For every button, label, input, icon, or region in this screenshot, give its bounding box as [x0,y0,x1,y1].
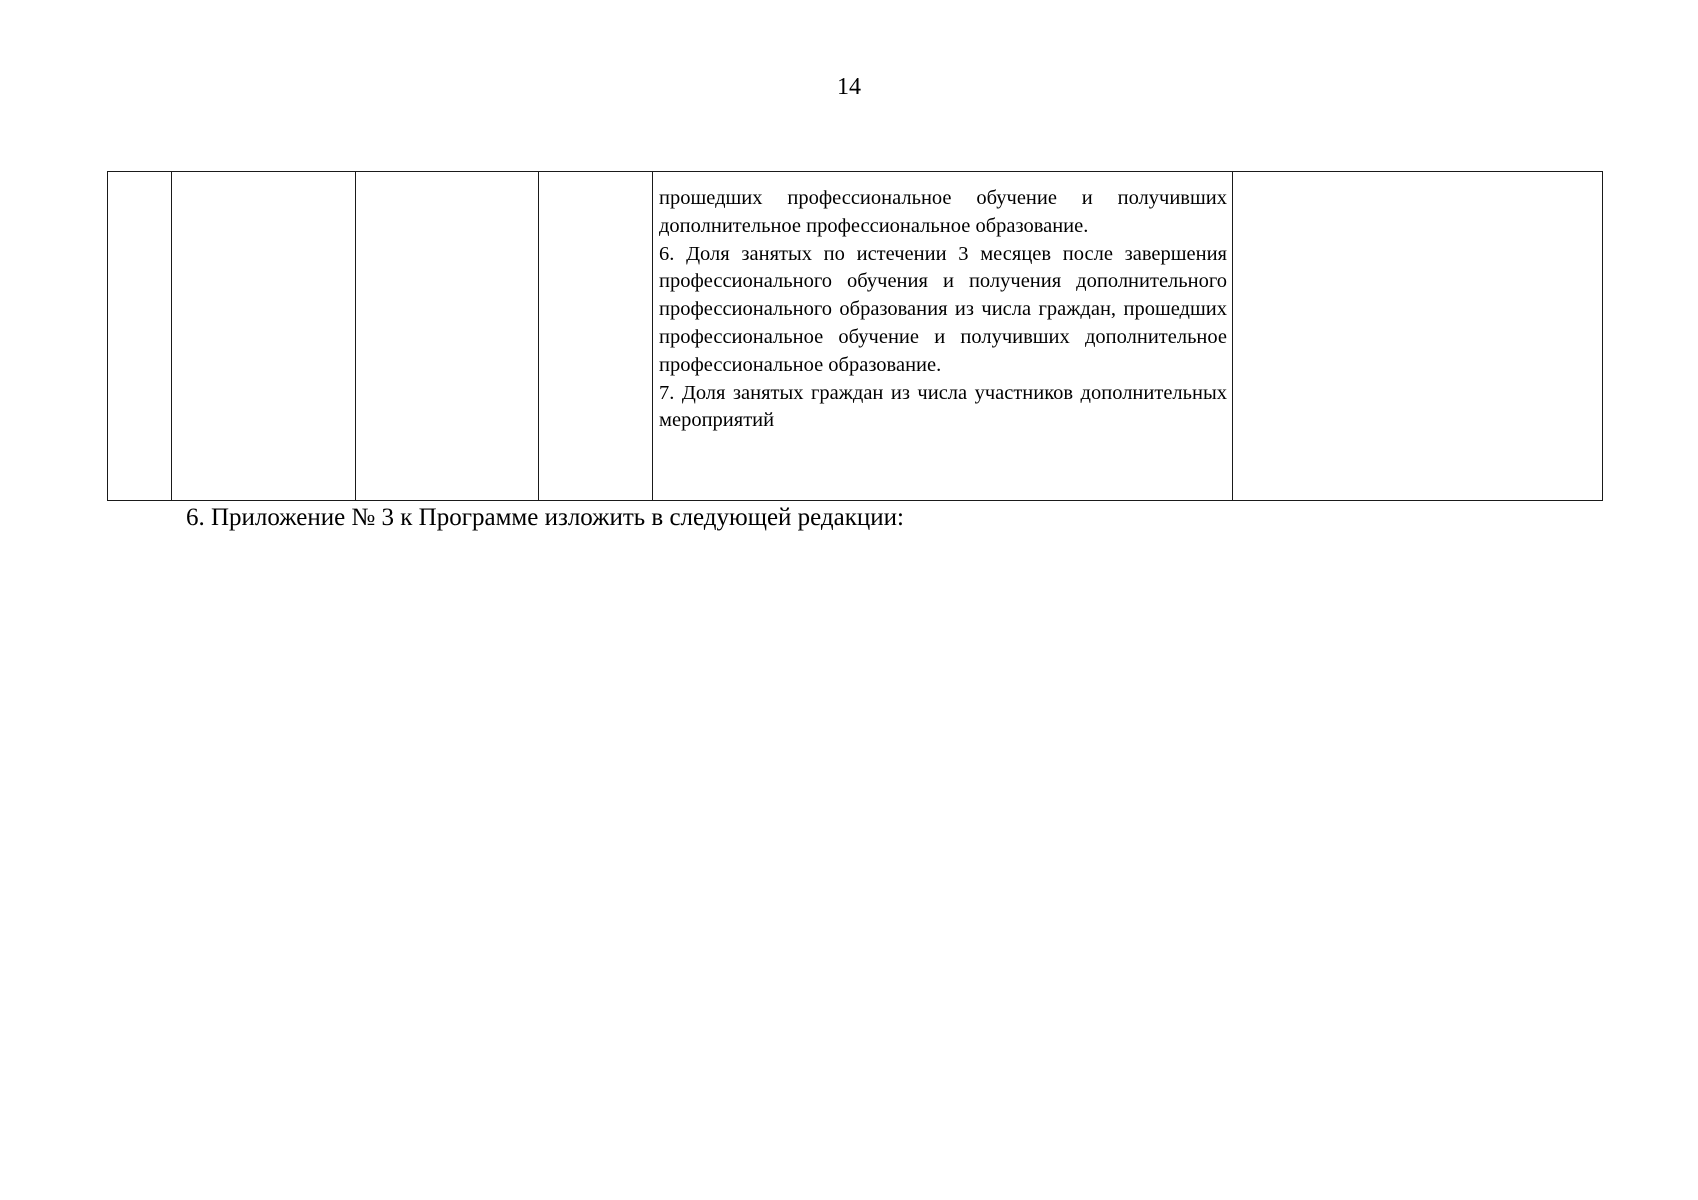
page-number: 14 [837,74,861,100]
indicator-paragraph: прошедших профессиональное обучение и получивших дополнительное профессиональное образование. [659,187,1227,237]
indicator-paragraph: 6. Доля занятых по истечении 3 месяцев после завершения профессионального обучения и получения дополнительного профессионального образования из числа граждан, прошедших профессиональное обучение и получивших дополнительное профессиональное образование. [659,242,1227,376]
table-cell-empty [1233,172,1603,501]
amendment-paragraph: 6. Приложение № 3 к Программе изложить в следующей редакции: [186,504,904,531]
table-cell-number [108,172,172,501]
indicator-paragraph: 7. Доля занятых граждан из числа участников дополнительных мероприятий [659,381,1227,432]
table-cell-empty [356,172,539,501]
indicators-table [107,171,1603,501]
table-cell-empty [172,172,356,501]
table-cell-empty [539,172,653,501]
table-cell-indicators [653,172,1233,501]
table-row [108,172,1603,501]
